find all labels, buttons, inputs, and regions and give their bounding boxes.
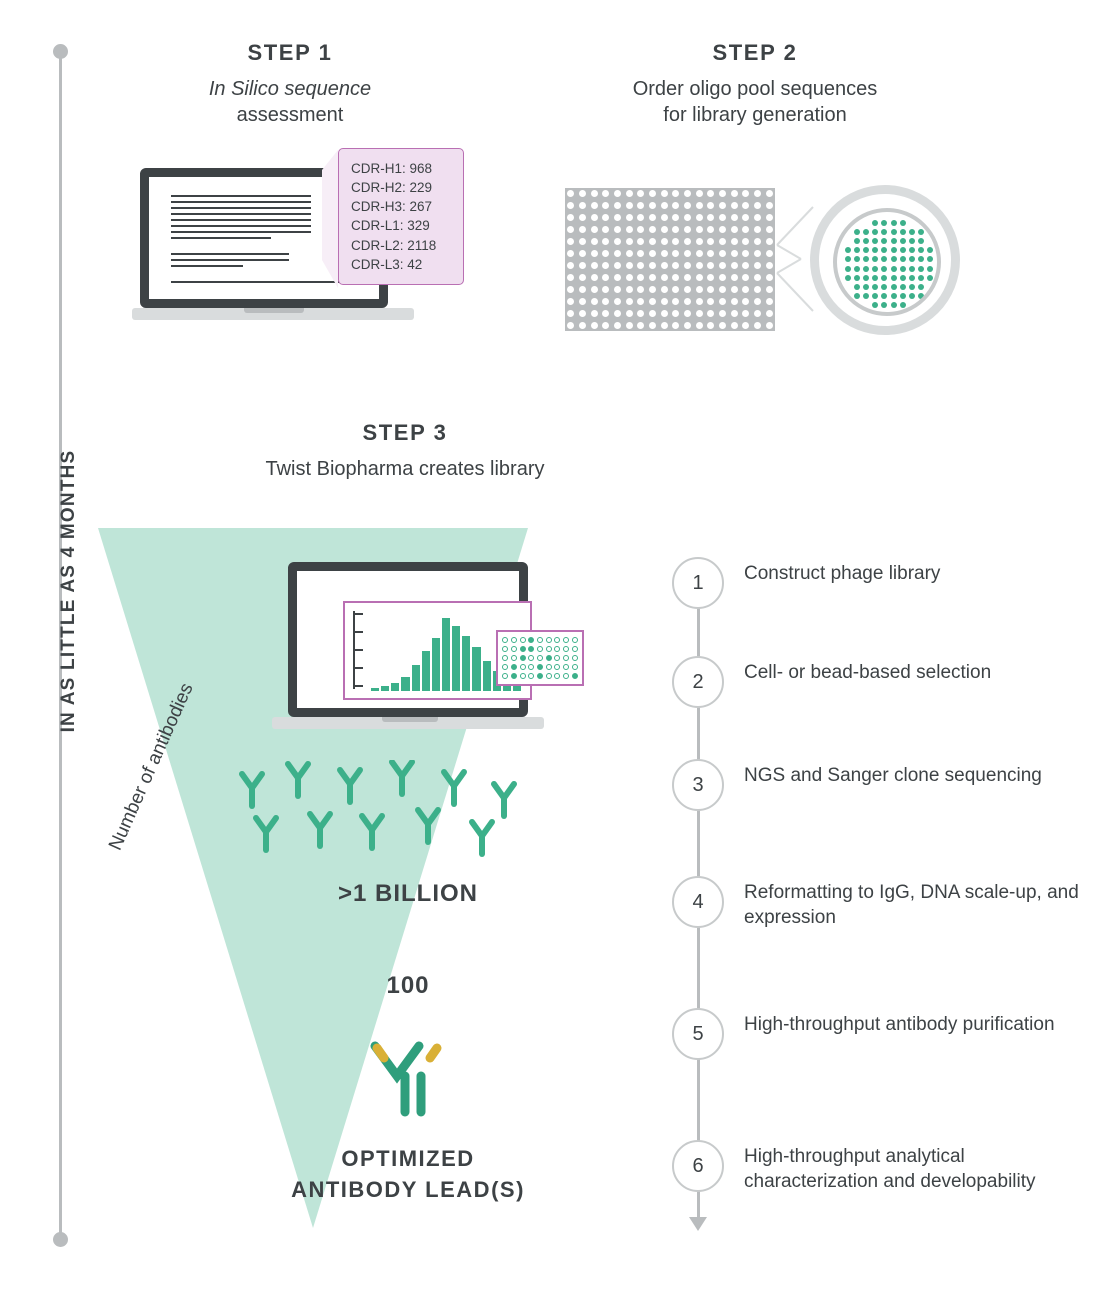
cdr-row: CDR-H2: 229	[351, 180, 433, 196]
bead-oligo-dot	[872, 266, 878, 272]
screening-well	[554, 664, 560, 670]
bead-oligo-dot	[845, 247, 851, 253]
screening-well	[572, 655, 578, 661]
bead-oligo-dot	[891, 266, 897, 272]
bead-oligo-dot	[891, 256, 897, 262]
bead-oligo-dot	[891, 284, 897, 290]
timeline-label: IN AS LITTLE AS 4 MONTHS	[58, 449, 79, 733]
screening-well	[554, 655, 560, 661]
bead-oligo-dot	[881, 266, 887, 272]
bead-oligo-dot	[909, 293, 915, 299]
bead-oligo-dot	[872, 293, 878, 299]
screening-well	[546, 664, 552, 670]
bead-oligo-dot	[900, 275, 906, 281]
bead-oligo-dot	[872, 238, 878, 244]
cdr-row: CDR-H3: 267	[351, 199, 433, 215]
bead-oligo-dot	[891, 293, 897, 299]
step-2-subtitle	[560, 76, 950, 129]
bead-oligo-dot	[891, 220, 897, 226]
bead-oligo-dot	[863, 238, 869, 244]
step-2-subtitle-line1: Order oligo pool sequences	[632, 78, 878, 100]
screening-well	[511, 655, 517, 661]
bead-oligo-dot	[863, 284, 869, 290]
step-1-subtitle-italic: In Silico sequence	[208, 78, 372, 100]
step-3-header	[180, 420, 630, 482]
final-caption-line1: OPTIMIZED	[341, 1146, 475, 1171]
bead-oligo-dot	[881, 229, 887, 235]
bead-oligo-dot	[927, 275, 933, 281]
bead-oligo-dot	[918, 275, 924, 281]
step-3-title: STEP 3	[362, 420, 448, 445]
laptop-trackpad-notch-analysis	[382, 717, 438, 722]
bead-oligo-dot	[854, 266, 860, 272]
chart-bar	[462, 636, 470, 691]
document-lines-group	[171, 195, 311, 271]
screening-well	[528, 664, 534, 670]
bead-oligo-dot	[872, 256, 878, 262]
step-3-subtitle: Twist Biopharma creates library	[265, 458, 545, 480]
bead-oligo-dot	[900, 293, 906, 299]
bead-oligo-dot	[881, 220, 887, 226]
bead-oligo-dot	[918, 256, 924, 262]
bead-oligo-dot	[881, 247, 887, 253]
chart-bar	[472, 647, 480, 691]
bead-oligo-dot	[845, 266, 851, 272]
bead-oligo-dot	[854, 293, 860, 299]
cdr-row: CDR-H1: 968	[351, 161, 433, 176]
bead-oligo-dot	[863, 293, 869, 299]
bead-oligo-dot	[918, 229, 924, 235]
bead-oligo-dot	[900, 256, 906, 262]
bead-oligo-dot	[927, 247, 933, 253]
bead-oligo-dot	[872, 284, 878, 290]
screening-well	[572, 664, 578, 670]
bead-oligo-dot	[900, 284, 906, 290]
bead-oligo-dot	[845, 275, 851, 281]
bead-oligo-dot	[854, 284, 860, 290]
cdr-row: CDR-L2: 2118	[351, 237, 437, 253]
bead-oligo-dot	[863, 229, 869, 235]
process-step-text: High-throughput analytical characterization and developability	[744, 1146, 1036, 1193]
bead-oligo-dot	[854, 256, 860, 262]
bead-oligo-dot	[891, 247, 897, 253]
bead-oligo-dot	[854, 229, 860, 235]
bead-oligo-dot	[891, 302, 897, 308]
screening-well	[528, 655, 534, 661]
screening-well	[554, 646, 560, 652]
cdr-row: CDR-L1: 329	[351, 218, 430, 234]
bead-oligo-dot	[909, 266, 915, 272]
bead-oligo-dot	[854, 247, 860, 253]
bead-oligo-dot	[918, 247, 924, 253]
bead-oligo-dot	[909, 256, 915, 262]
magnified-bead	[810, 185, 960, 335]
funnel-axis-label: Number of antibodies	[105, 680, 198, 854]
screening-well	[502, 655, 508, 661]
screening-well	[563, 655, 569, 661]
bead-oligo-dot	[863, 247, 869, 253]
screening-well	[572, 646, 578, 652]
step-1-subtitle	[150, 76, 430, 129]
process-step-number: 2	[672, 656, 724, 708]
bead-oligo-dot	[881, 256, 887, 262]
bead-oligo-dot	[909, 284, 915, 290]
process-steps-arrow-icon	[689, 1217, 707, 1231]
bead-oligo-dot	[909, 229, 915, 235]
screening-well	[511, 646, 517, 652]
process-step-text: NGS and Sanger clone sequencing	[744, 765, 1042, 786]
screening-well	[511, 637, 517, 643]
step-2-header	[560, 40, 950, 129]
chart-bar	[371, 688, 379, 691]
final-output-caption	[158, 1144, 658, 1206]
bead-oligo-dot	[872, 220, 878, 226]
screening-well	[563, 637, 569, 643]
bead-oligo-dot	[881, 293, 887, 299]
chart-y-axis	[353, 611, 365, 689]
screening-well	[528, 637, 534, 643]
step-1-illustration	[140, 140, 480, 365]
screening-well	[502, 664, 508, 670]
bead-oligo-dot	[909, 238, 915, 244]
screening-well	[520, 637, 526, 643]
step-1-subtitle-rest: assessment	[236, 104, 344, 127]
screening-well	[528, 646, 534, 652]
screening-well	[572, 637, 578, 643]
step-1-title: STEP 1	[247, 40, 333, 65]
screening-well	[554, 637, 560, 643]
final-caption-line2: ANTIBODY LEAD(S)	[291, 1176, 525, 1202]
screening-well	[537, 637, 543, 643]
bead-oligo-dot	[872, 275, 878, 281]
laptop-trackpad-notch	[244, 308, 304, 313]
bead-oligo-dot	[918, 293, 924, 299]
bead-oligo-dot	[872, 302, 878, 308]
funnel-mid-count: 100	[386, 972, 430, 999]
process-step-text: Construct phage library	[744, 563, 941, 584]
bead-oligo-dots	[843, 218, 935, 310]
bead-oligo-dot	[927, 266, 933, 272]
screening-well	[537, 655, 543, 661]
cdr-results-panel	[338, 148, 464, 285]
timeline-dot-bottom	[53, 1232, 68, 1247]
chart-bar	[432, 638, 440, 691]
screening-well	[537, 673, 543, 679]
chart-bar	[422, 651, 430, 691]
bead-oligo-dot	[854, 275, 860, 281]
process-step-text: High-throughput antibody purification	[744, 1014, 1055, 1035]
screening-well	[572, 673, 578, 679]
screening-well	[511, 664, 517, 670]
chart-bar	[412, 665, 420, 691]
optimized-antibody-icon	[355, 1030, 459, 1122]
screening-plate	[496, 630, 584, 686]
funnel-top-count: >1 BILLION	[337, 880, 479, 907]
screening-well	[520, 646, 526, 652]
bead-oligo-dot	[863, 275, 869, 281]
process-step-number: 3	[672, 759, 724, 811]
process-steps-list	[668, 545, 1098, 1245]
screening-well	[563, 673, 569, 679]
bead-oligo-dot	[872, 229, 878, 235]
step-2-illustration	[555, 185, 975, 350]
screening-well	[502, 673, 508, 679]
bead-oligo-dot	[881, 284, 887, 290]
process-step-number: 1	[672, 557, 724, 609]
screening-well	[520, 655, 526, 661]
bead-oligo-dot	[881, 275, 887, 281]
screening-well	[502, 646, 508, 652]
step-2-subtitle-line2: for library generation	[663, 104, 847, 127]
screening-well	[528, 673, 534, 679]
process-step-text: Reformatting to IgG, DNA scale-up, and expression	[744, 882, 1079, 929]
chart-bar	[483, 661, 491, 691]
screening-well	[537, 646, 543, 652]
bead-oligo-dot	[900, 266, 906, 272]
antibody-cluster	[236, 760, 556, 870]
bead-oligo-dot	[891, 229, 897, 235]
laptop-screen-analysis	[288, 562, 528, 717]
screening-well	[554, 673, 560, 679]
screening-well	[546, 655, 552, 661]
process-step-number: 5	[672, 1008, 724, 1060]
bead-oligo-dot	[863, 266, 869, 272]
step-3-illustration	[270, 562, 590, 737]
screening-well	[502, 637, 508, 643]
screening-well	[520, 673, 526, 679]
bead-oligo-dot	[900, 220, 906, 226]
chart-bar	[401, 677, 409, 691]
bead-oligo-dot	[872, 247, 878, 253]
screening-well	[537, 664, 543, 670]
bead-oligo-dot	[927, 256, 933, 262]
bead-oligo-dot	[900, 247, 906, 253]
bead-oligo-dot	[891, 238, 897, 244]
screening-well	[563, 646, 569, 652]
screening-well	[511, 673, 517, 679]
bead-oligo-dot	[909, 247, 915, 253]
bead-oligo-dot	[918, 284, 924, 290]
bead-oligo-dot	[918, 238, 924, 244]
bead-inner-circle	[833, 208, 941, 316]
bead-oligo-dot	[900, 229, 906, 235]
process-step-text: Cell- or bead-based selection	[744, 662, 992, 683]
process-step-number: 6	[672, 1140, 724, 1192]
screening-well	[546, 637, 552, 643]
chart-bar	[452, 626, 460, 691]
bead-oligo-dot	[854, 238, 860, 244]
screening-well	[546, 646, 552, 652]
chart-bar	[442, 618, 450, 691]
screening-well	[520, 664, 526, 670]
bead-oligo-dot	[909, 275, 915, 281]
bead-oligo-dot	[891, 275, 897, 281]
chart-bar	[381, 686, 389, 691]
step-1-header	[150, 40, 430, 129]
bead-oligo-dot	[900, 238, 906, 244]
chart-bar	[391, 683, 399, 691]
step-2-title: STEP 2	[712, 40, 798, 65]
bead-oligo-dot	[900, 302, 906, 308]
process-step-number: 4	[672, 876, 724, 928]
bead-oligo-dot	[845, 256, 851, 262]
screening-well	[563, 664, 569, 670]
bead-oligo-dot	[918, 266, 924, 272]
cdr-row: CDR-L3: 42	[351, 256, 423, 272]
screening-well	[546, 673, 552, 679]
bead-oligo-dot	[881, 238, 887, 244]
timeline-dot-top	[53, 44, 68, 59]
bead-oligo-dot	[881, 302, 887, 308]
bead-oligo-dot	[863, 256, 869, 262]
